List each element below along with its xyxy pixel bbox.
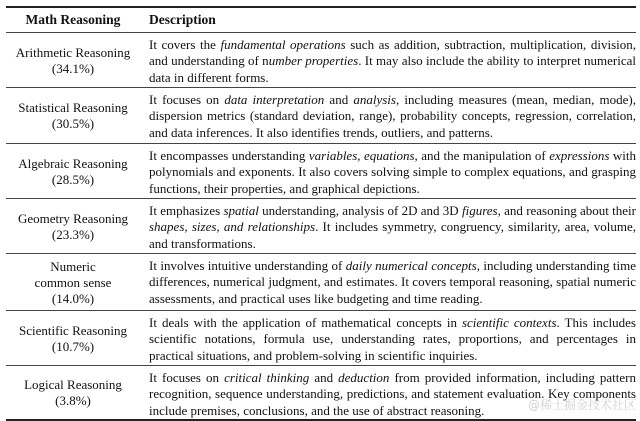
- table-row: [6, 310, 636, 366]
- category-name: Arithmetic Reasoning: [15, 44, 131, 60]
- description-cell: [149, 37, 636, 86]
- category-percentage: (28.5%): [51, 171, 95, 187]
- description-text: , including measures (mean, median, mode), dispersion metrics (standard deviation, range), probability concepts, regression, correlation, and data inferences. It also identifies trends, outliers, and patterns.: [149, 92, 637, 140]
- emphasized-term: scientific contexts: [461, 315, 557, 330]
- emphasized-term: shapes, sizes, and relationships: [149, 219, 316, 235]
- category-name: Logical Reasoning: [24, 376, 122, 392]
- category-percentage: (10.7%): [51, 338, 95, 354]
- description-cell: [149, 92, 636, 141]
- table-header: [6, 8, 636, 32]
- category-name: Scientific Reasoning: [19, 322, 127, 338]
- description-cell: [149, 315, 636, 364]
- category-percentage: (34.1%): [51, 60, 95, 76]
- category-name: Algebraic Reasoning: [18, 155, 128, 171]
- emphasized-term: figures: [461, 203, 498, 218]
- emphasized-term: critical thinking: [224, 370, 310, 385]
- table-row: [6, 253, 636, 311]
- description-text: , and reasoning about their: [497, 203, 636, 218]
- description-cell: [149, 203, 636, 252]
- description-text: It focuses on: [149, 370, 225, 385]
- table-row: [6, 198, 636, 254]
- description-text: such as addition, subtraction, multiplication, division, and understanding of n: [149, 37, 636, 69]
- description-cell: [149, 148, 636, 197]
- header-math-reasoning: Math Reasoning: [25, 12, 121, 27]
- description-text: ,: [357, 148, 364, 163]
- category-percentage: (14.0%): [51, 290, 95, 306]
- description-text: It deals with the application of mathematical concepts in: [149, 315, 462, 330]
- category-cell: [6, 311, 140, 366]
- watermark: @稀土掘金技术社区: [527, 398, 636, 412]
- description-text: with polynomials and exponents. It also covers solving simple to complex equations, and grasping functions, their properties, and graphical depictions.: [149, 148, 636, 196]
- emphasized-term: spatial: [223, 203, 259, 218]
- emphasized-term: variables: [308, 148, 358, 163]
- description-text: . It may also include the ability to interpret numerical data in different forms.: [149, 53, 636, 85]
- category-percentage: (23.3%): [51, 226, 95, 242]
- description-text: It involves intuitive understanding of: [149, 258, 346, 273]
- description-text: It encompasses understanding: [149, 148, 309, 163]
- description-text: It focuses on: [149, 92, 225, 107]
- description-text: and: [309, 370, 339, 385]
- description-text: . This includes scientific notations, formula use, understanding rates, proportions, and percentages in practical situations, and problem-solving in scientific inquiries.: [149, 315, 636, 363]
- category-cell: [6, 144, 140, 199]
- emphasized-term: daily numerical concepts: [345, 258, 477, 273]
- description-text: from provided information, including pattern recognition, sequence understanding, predictions, and statement evaluation. Key components include premises, conclusions, and the use of abstract reasoning.: [149, 370, 636, 418]
- description-text: , and the manipulation of: [414, 148, 550, 163]
- description-text: and: [324, 92, 354, 107]
- category-name: Statistical Reasoning: [18, 100, 128, 115]
- table-row: [6, 32, 636, 88]
- emphasized-term: umber properties: [268, 53, 359, 69]
- emphasized-term: fundamental operations: [220, 37, 346, 52]
- emphasized-term: expressions: [549, 148, 610, 163]
- description-text: It covers the: [149, 37, 221, 52]
- category-percentage: (30.5%): [51, 116, 95, 131]
- category-cell: [6, 254, 140, 311]
- emphasized-term: equations: [363, 148, 415, 163]
- category-cell: [6, 88, 140, 144]
- category-cell: [6, 33, 140, 88]
- header-description: Description: [149, 12, 216, 27]
- emphasized-term: analysis: [353, 92, 396, 107]
- description-text: , including understanding time differences, numerical judgment, and estimates. It covers temporal reasoning, spatial numeric assessments, and practical uses like budgeting and time reading.: [149, 258, 636, 306]
- description-text: . It includes symmetry, congruency, similarity, area, volume, and transformations.: [149, 219, 637, 251]
- table-row: [6, 143, 636, 199]
- category-name: Numeric common sense: [34, 258, 112, 290]
- category-percentage: (3.8%): [55, 392, 91, 408]
- description-text: It emphasizes: [149, 203, 224, 218]
- description-cell: [149, 258, 636, 307]
- category-cell: [6, 199, 140, 254]
- emphasized-term: deduction: [338, 370, 390, 385]
- category-cell: [6, 366, 140, 419]
- table-row: [6, 87, 636, 144]
- description-text: understanding, analysis of 2D and 3D: [258, 203, 462, 218]
- emphasized-term: data interpretation: [224, 92, 325, 107]
- category-name: Geometry Reasoning: [17, 210, 129, 226]
